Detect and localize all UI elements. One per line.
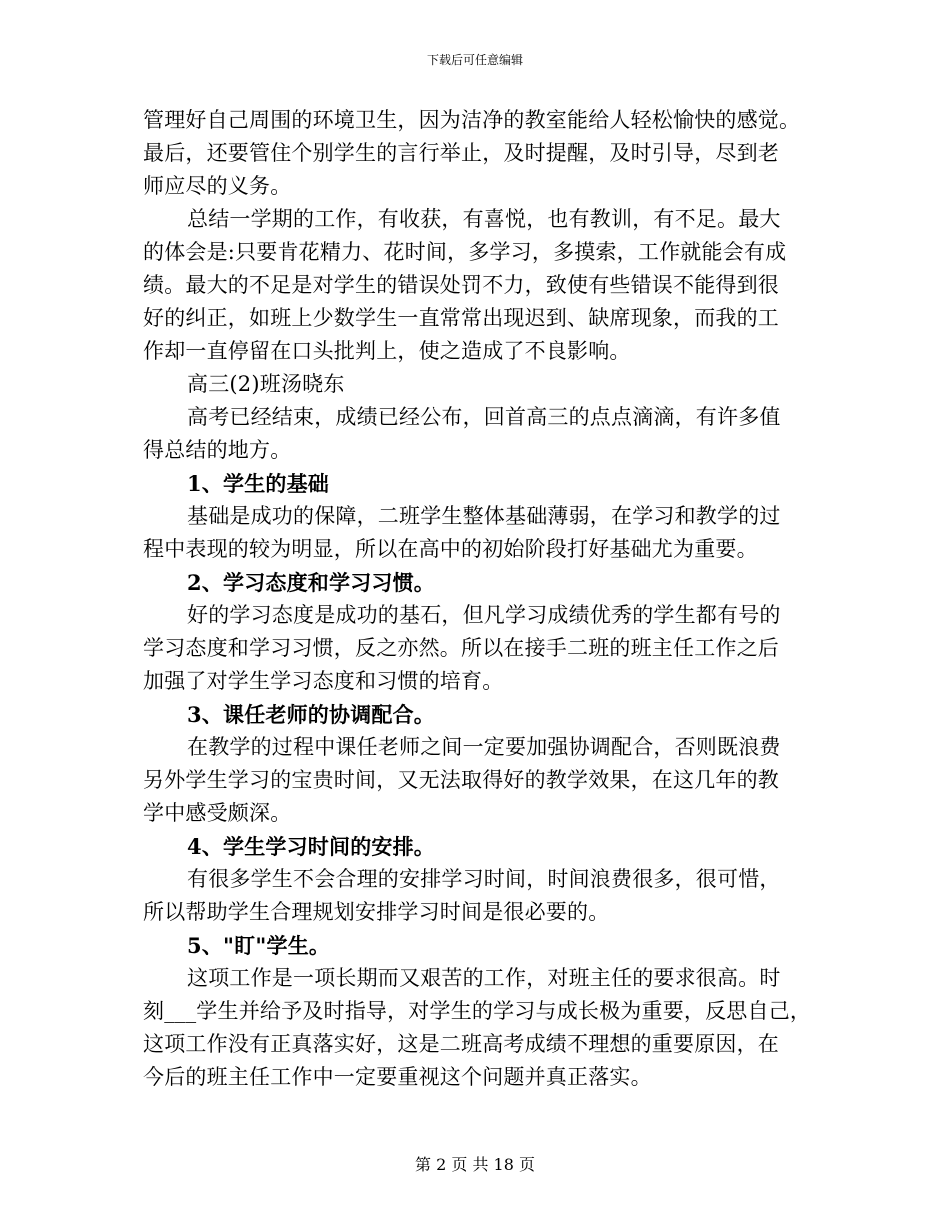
paragraph-line: 得总结的地方。 [143, 438, 292, 462]
paragraph-line: 好的纠正，如班上少数学生一直常常出现迟到、缺席现象，而我的工 [143, 306, 779, 330]
paragraph-line: 师应尽的义务。 [143, 174, 292, 198]
paragraph-line: 好的学习态度是成功的基石，但凡学习成绩优秀的学生都有号的 [187, 603, 781, 627]
section-heading-1: 1、学生的基础 [187, 471, 330, 496]
paragraph-line: 这项工作没有正真落实好，这是二班高考成绩不理想的重要原因，在 [143, 1032, 779, 1056]
paragraph-line: 加强了对学生学习态度和习惯的培育。 [143, 669, 504, 693]
section-heading-5: 5、"盯"学生。 [187, 933, 331, 958]
paragraph-line: 基础是成功的保障，二班学生整体基础薄弱，在学习和教学的过 [187, 504, 781, 528]
author-line: 高三(2)班汤晓东 [187, 372, 345, 396]
paragraph-line: 最后，还要管住个别学生的言行举止，及时提醒，及时引导，尽到老 [143, 141, 779, 165]
paragraph-line: 高考已经结束，成绩已经公布，回首高三的点点滴滴，有许多值 [187, 405, 781, 429]
paragraph-line: 程中表现的较为明显，所以在高中的初始阶段打好基础尤为重要。 [143, 537, 758, 561]
document-body [143, 104, 823, 1094]
paragraph-line: 有很多学生不会合理的安排学习时间，时间浪费很多，很可惜， [187, 867, 781, 891]
paragraph-line: 学中感受颇深。 [143, 801, 292, 825]
paragraph-line: 的体会是:只要肯花精力、花时间，多学习，多摸索，工作就能会有成 [143, 240, 787, 264]
paragraph-line: 作却一直停留在口头批判上，使之造成了不良影响。 [143, 339, 631, 363]
section-heading-3: 3、课任老师的协调配合。 [187, 702, 436, 727]
paragraph-line: 这项工作是一项长期而又艰苦的工作，对班主任的要求很高。时 [187, 966, 781, 990]
paragraph-line: 总结一学期的工作，有收获，有喜悦，也有教训，有不足。最大 [187, 207, 781, 231]
paragraph-line: 绩。最大的不足是对学生的错误处罚不力，致使有些错误不能得到很 [143, 273, 779, 297]
paragraph-line: 刻___学生并给予及时指导，对学生的学习与成长极为重要，反思自己， [143, 999, 812, 1023]
paragraph-line: 所以帮助学生合理规划安排学习时间是很必要的。 [143, 900, 610, 924]
paragraph-line: 管理好自己周围的环境卫生，因为洁净的教室能给人轻松愉快的感觉。 [143, 108, 801, 132]
paragraph-line: 在教学的过程中课任老师之间一定要加强协调配合，否则既浪费 [187, 735, 781, 759]
page-header-note: 下载后可任意编辑 [426, 53, 523, 67]
paragraph-line: 学习态度和学习习惯，反之亦然。所以在接手二班的班主任工作之后 [143, 636, 779, 660]
section-heading-4: 4、学生学习时间的安排。 [187, 834, 436, 859]
paragraph-line: 今后的班主任工作中一定要重视这个问题并真正落实。 [143, 1065, 652, 1089]
section-heading-2: 2、学习态度和学习习惯。 [187, 570, 436, 595]
page-number: 第 2 页 共 18 页 [415, 1155, 535, 1174]
paragraph-line: 另外学生学习的宝贵时间，又无法取得好的教学效果，在这几年的教 [143, 768, 779, 792]
